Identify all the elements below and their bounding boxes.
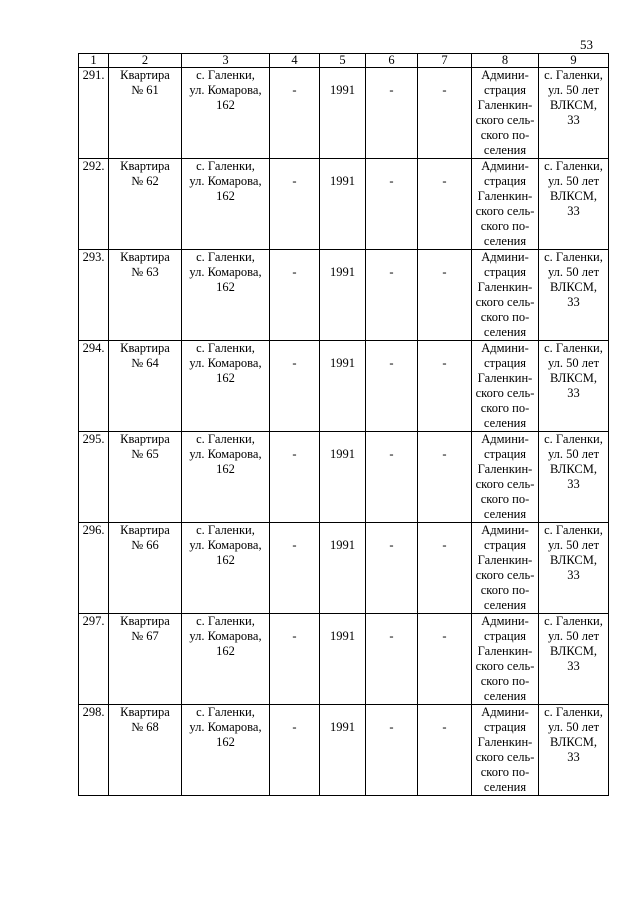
object-name-cell-line: № 68	[131, 720, 159, 734]
row-number-cell: 292.	[79, 159, 109, 250]
object-name-cell-line: Квартира	[120, 523, 170, 537]
holder-cell-line: Галенкин-	[477, 98, 533, 112]
object-name-cell-line: Квартира	[120, 68, 170, 82]
column-6-cell	[366, 250, 418, 341]
address-cell-line: 162	[216, 462, 235, 476]
column-4-cell-value: -	[292, 83, 297, 97]
holder-address-cell	[539, 523, 609, 614]
holder-cell-line: страция	[483, 629, 527, 643]
holder-address-cell-line: 33	[567, 477, 580, 491]
holder-cell	[472, 68, 539, 159]
column-header: 4	[270, 54, 320, 68]
column-4-cell	[270, 705, 320, 796]
holder-address-cell-line: с. Галенки,	[544, 159, 603, 173]
year-cell-value: 1991	[330, 629, 355, 643]
address-cell-line: с. Галенки,	[196, 614, 255, 628]
column-header: 1	[79, 54, 109, 68]
address-cell-line: 162	[216, 371, 235, 385]
year-cell	[320, 432, 366, 523]
holder-address-cell-line: ул. 50 лет	[547, 356, 600, 370]
column-7-cell-value: -	[442, 538, 447, 552]
holder-address-cell-line: ВЛКСМ,	[550, 280, 597, 294]
year-cell-value: 1991	[330, 83, 355, 97]
holder-address-cell-line: 33	[567, 659, 580, 673]
holder-cell	[472, 250, 539, 341]
address-cell-line: ул. Комарова,	[189, 174, 262, 188]
holder-cell-line: ского по-	[480, 128, 530, 142]
year-cell	[320, 523, 366, 614]
column-header: 8	[472, 54, 539, 68]
holder-address-cell	[539, 68, 609, 159]
page-number: 53	[580, 37, 593, 52]
column-7-cell-value: -	[442, 720, 447, 734]
column-6-cell	[366, 432, 418, 523]
object-name-cell	[109, 341, 182, 432]
holder-cell-line: страция	[483, 538, 527, 552]
holder-address-cell-line: ВЛКСМ,	[550, 735, 597, 749]
column-7-cell	[418, 705, 472, 796]
column-6-cell-value: -	[389, 447, 394, 461]
object-name-cell-line: Квартира	[120, 614, 170, 628]
column-6-cell-value: -	[389, 265, 394, 279]
holder-address-cell-line: с. Галенки,	[544, 68, 603, 82]
table-row	[79, 159, 609, 250]
address-cell-line: с. Галенки,	[196, 250, 255, 264]
address-cell-line: ул. Комарова,	[189, 538, 262, 552]
holder-cell-line: Галенкин-	[477, 371, 533, 385]
holder-cell-line: Админи-	[481, 432, 529, 446]
column-6-cell-value: -	[389, 538, 394, 552]
holder-cell-line: Админи-	[481, 250, 529, 264]
address-cell-line: ул. Комарова,	[189, 83, 262, 97]
row-number-cell: 296.	[79, 523, 109, 614]
holder-address-cell	[539, 250, 609, 341]
column-header: 5	[320, 54, 366, 68]
object-name-cell-line: № 67	[131, 629, 159, 643]
holder-address-cell-line: ул. 50 лет	[547, 538, 600, 552]
year-cell	[320, 68, 366, 159]
address-cell	[182, 705, 270, 796]
holder-cell-line: Галенкин-	[477, 462, 533, 476]
column-7-cell	[418, 250, 472, 341]
column-header: 7	[418, 54, 472, 68]
column-7-cell-value: -	[442, 447, 447, 461]
object-name-cell-line: Квартира	[120, 432, 170, 446]
holder-address-cell-line: ВЛКСМ,	[550, 553, 597, 567]
holder-cell-line: страция	[483, 265, 527, 279]
row-number-cell: 298.	[79, 705, 109, 796]
column-4-cell-value: -	[292, 629, 297, 643]
column-4-cell-value: -	[292, 447, 297, 461]
year-cell	[320, 341, 366, 432]
address-cell-line: 162	[216, 280, 235, 294]
column-7-cell-value: -	[442, 83, 447, 97]
column-6-cell	[366, 705, 418, 796]
column-6-cell-value: -	[389, 720, 394, 734]
address-cell	[182, 614, 270, 705]
column-6-cell	[366, 523, 418, 614]
column-7-cell-value: -	[442, 629, 447, 643]
address-cell	[182, 341, 270, 432]
holder-cell-line: страция	[483, 356, 527, 370]
address-cell	[182, 523, 270, 614]
column-4-cell-value: -	[292, 538, 297, 552]
holder-address-cell-line: с. Галенки,	[544, 705, 603, 719]
column-4-cell-value: -	[292, 720, 297, 734]
holder-cell-line: Галенкин-	[477, 735, 533, 749]
holder-address-cell-line: ВЛКСМ,	[550, 189, 597, 203]
holder-cell-line: страция	[483, 447, 527, 461]
object-name-cell-line: № 66	[131, 538, 159, 552]
column-6-cell-value: -	[389, 356, 394, 370]
holder-cell-line: ского по-	[480, 674, 530, 688]
column-header: 6	[366, 54, 418, 68]
address-cell-line: 162	[216, 98, 235, 112]
address-cell-line: с. Галенки,	[196, 705, 255, 719]
holder-cell-line: страция	[483, 720, 527, 734]
holder-cell-line: ского сель-	[475, 568, 535, 582]
holder-cell	[472, 705, 539, 796]
holder-cell-line: страция	[483, 174, 527, 188]
holder-address-cell-line: ул. 50 лет	[547, 629, 600, 643]
column-number-row	[79, 54, 609, 68]
holder-cell-line: Админи-	[481, 523, 529, 537]
object-name-cell	[109, 250, 182, 341]
object-name-cell-line: № 65	[131, 447, 159, 461]
column-4-cell-value: -	[292, 356, 297, 370]
holder-cell-line: ского по-	[480, 219, 530, 233]
address-cell-line: 162	[216, 189, 235, 203]
address-cell	[182, 68, 270, 159]
address-cell-line: 162	[216, 553, 235, 567]
column-6-cell-value: -	[389, 629, 394, 643]
holder-cell-line: ского сель-	[475, 295, 535, 309]
holder-address-cell-line: 33	[567, 750, 580, 764]
holder-cell-line: ского сель-	[475, 750, 535, 764]
holder-cell-line: селения	[483, 598, 527, 612]
address-cell-line: с. Галенки,	[196, 341, 255, 355]
object-name-cell-line: Квартира	[120, 705, 170, 719]
row-number-cell: 295.	[79, 432, 109, 523]
table-body	[79, 68, 609, 796]
holder-cell-line: Галенкин-	[477, 553, 533, 567]
year-cell-value: 1991	[330, 356, 355, 370]
holder-cell	[472, 614, 539, 705]
holder-cell-line: селения	[483, 143, 527, 157]
holder-cell-line: селения	[483, 507, 527, 521]
column-4-cell-value: -	[292, 174, 297, 188]
year-cell-value: 1991	[330, 447, 355, 461]
year-cell-value: 1991	[330, 265, 355, 279]
address-cell-line: ул. Комарова,	[189, 447, 262, 461]
object-name-cell	[109, 523, 182, 614]
holder-cell-line: ского по-	[480, 765, 530, 779]
holder-cell	[472, 341, 539, 432]
row-number-cell: 291.	[79, 68, 109, 159]
year-cell	[320, 250, 366, 341]
holder-address-cell-line: 33	[567, 113, 580, 127]
holder-cell-line: селения	[483, 325, 527, 339]
holder-cell-line: Галенкин-	[477, 280, 533, 294]
table-row	[79, 432, 609, 523]
holder-cell-line: ского по-	[480, 310, 530, 324]
holder-cell-line: Админи-	[481, 341, 529, 355]
holder-cell-line: ского по-	[480, 583, 530, 597]
object-name-cell-line: Квартира	[120, 159, 170, 173]
object-name-cell-line: № 64	[131, 356, 159, 370]
holder-address-cell-line: ул. 50 лет	[547, 720, 600, 734]
column-7-cell	[418, 523, 472, 614]
holder-address-cell-line: 33	[567, 386, 580, 400]
column-7-cell	[418, 432, 472, 523]
column-4-cell	[270, 523, 320, 614]
column-7-cell-value: -	[442, 356, 447, 370]
address-cell-line: ул. Комарова,	[189, 720, 262, 734]
address-cell-line: с. Галенки,	[196, 159, 255, 173]
object-name-cell-line: Квартира	[120, 250, 170, 264]
holder-address-cell-line: ВЛКСМ,	[550, 98, 597, 112]
holder-address-cell	[539, 614, 609, 705]
holder-address-cell	[539, 432, 609, 523]
column-6-cell-value: -	[389, 83, 394, 97]
object-name-cell	[109, 68, 182, 159]
column-4-cell-value: -	[292, 265, 297, 279]
column-header: 3	[182, 54, 270, 68]
column-4-cell	[270, 250, 320, 341]
object-name-cell	[109, 705, 182, 796]
address-cell-line: ул. Комарова,	[189, 629, 262, 643]
holder-address-cell	[539, 705, 609, 796]
holder-cell-line: ского по-	[480, 492, 530, 506]
address-cell-line: с. Галенки,	[196, 432, 255, 446]
holder-address-cell-line: 33	[567, 568, 580, 582]
address-cell	[182, 432, 270, 523]
year-cell-value: 1991	[330, 174, 355, 188]
object-name-cell	[109, 159, 182, 250]
holder-address-cell-line: ул. 50 лет	[547, 83, 600, 97]
holder-cell-line: страция	[483, 83, 527, 97]
table-row	[79, 705, 609, 796]
holder-cell-line: Админи-	[481, 68, 529, 82]
holder-cell-line: ского сель-	[475, 386, 535, 400]
holder-address-cell-line: с. Галенки,	[544, 614, 603, 628]
holder-cell-line: ского сель-	[475, 204, 535, 218]
holder-address-cell	[539, 159, 609, 250]
holder-address-cell-line: ул. 50 лет	[547, 447, 600, 461]
holder-address-cell-line: с. Галенки,	[544, 432, 603, 446]
holder-cell-line: ского сель-	[475, 659, 535, 673]
holder-cell-line: селения	[483, 780, 527, 794]
holder-cell-line: Админи-	[481, 614, 529, 628]
holder-address-cell-line: ВЛКСМ,	[550, 644, 597, 658]
row-number-cell: 293.	[79, 250, 109, 341]
year-cell	[320, 159, 366, 250]
holder-cell-line: ского по-	[480, 401, 530, 415]
column-7-cell	[418, 159, 472, 250]
table-row	[79, 68, 609, 159]
holder-address-cell-line: 33	[567, 204, 580, 218]
holder-address-cell-line: с. Галенки,	[544, 523, 603, 537]
row-number-cell: 297.	[79, 614, 109, 705]
column-7-cell	[418, 614, 472, 705]
object-name-cell-line: Квартира	[120, 341, 170, 355]
property-registry-table	[78, 53, 609, 796]
column-6-cell	[366, 159, 418, 250]
column-4-cell	[270, 432, 320, 523]
holder-cell	[472, 523, 539, 614]
column-4-cell	[270, 68, 320, 159]
address-cell-line: ул. Комарова,	[189, 265, 262, 279]
holder-cell-line: селения	[483, 416, 527, 430]
address-cell-line: 162	[216, 644, 235, 658]
address-cell-line: с. Галенки,	[196, 523, 255, 537]
holder-address-cell-line: ВЛКСМ,	[550, 371, 597, 385]
holder-address-cell-line: 33	[567, 295, 580, 309]
holder-cell-line: селения	[483, 234, 527, 248]
holder-cell-line: Админи-	[481, 705, 529, 719]
holder-cell-line: селения	[483, 689, 527, 703]
column-header: 2	[109, 54, 182, 68]
column-4-cell	[270, 614, 320, 705]
holder-cell-line: ского сель-	[475, 477, 535, 491]
holder-cell-line: ского сель-	[475, 113, 535, 127]
column-7-cell	[418, 68, 472, 159]
year-cell-value: 1991	[330, 538, 355, 552]
table-row	[79, 614, 609, 705]
table-row	[79, 341, 609, 432]
row-number-cell: 294.	[79, 341, 109, 432]
address-cell-line: 162	[216, 735, 235, 749]
object-name-cell-line: № 63	[131, 265, 159, 279]
year-cell-value: 1991	[330, 720, 355, 734]
holder-address-cell	[539, 341, 609, 432]
table-row	[79, 523, 609, 614]
object-name-cell	[109, 614, 182, 705]
holder-address-cell-line: ул. 50 лет	[547, 174, 600, 188]
column-6-cell	[366, 341, 418, 432]
column-header: 9	[539, 54, 609, 68]
holder-address-cell-line: ВЛКСМ,	[550, 462, 597, 476]
holder-cell-line: Админи-	[481, 159, 529, 173]
column-6-cell	[366, 68, 418, 159]
column-6-cell-value: -	[389, 174, 394, 188]
object-name-cell-line: № 62	[131, 174, 159, 188]
year-cell	[320, 705, 366, 796]
object-name-cell	[109, 432, 182, 523]
table-row	[79, 250, 609, 341]
holder-cell-line: Галенкин-	[477, 189, 533, 203]
column-7-cell-value: -	[442, 265, 447, 279]
year-cell	[320, 614, 366, 705]
holder-cell-line: Галенкин-	[477, 644, 533, 658]
object-name-cell-line: № 61	[131, 83, 159, 97]
column-7-cell	[418, 341, 472, 432]
holder-cell	[472, 432, 539, 523]
address-cell-line: ул. Комарова,	[189, 356, 262, 370]
holder-cell	[472, 159, 539, 250]
address-cell	[182, 250, 270, 341]
address-cell	[182, 159, 270, 250]
column-4-cell	[270, 159, 320, 250]
holder-address-cell-line: ул. 50 лет	[547, 265, 600, 279]
column-7-cell-value: -	[442, 174, 447, 188]
column-4-cell	[270, 341, 320, 432]
address-cell-line: с. Галенки,	[196, 68, 255, 82]
holder-address-cell-line: с. Галенки,	[544, 341, 603, 355]
column-6-cell	[366, 614, 418, 705]
holder-address-cell-line: с. Галенки,	[544, 250, 603, 264]
